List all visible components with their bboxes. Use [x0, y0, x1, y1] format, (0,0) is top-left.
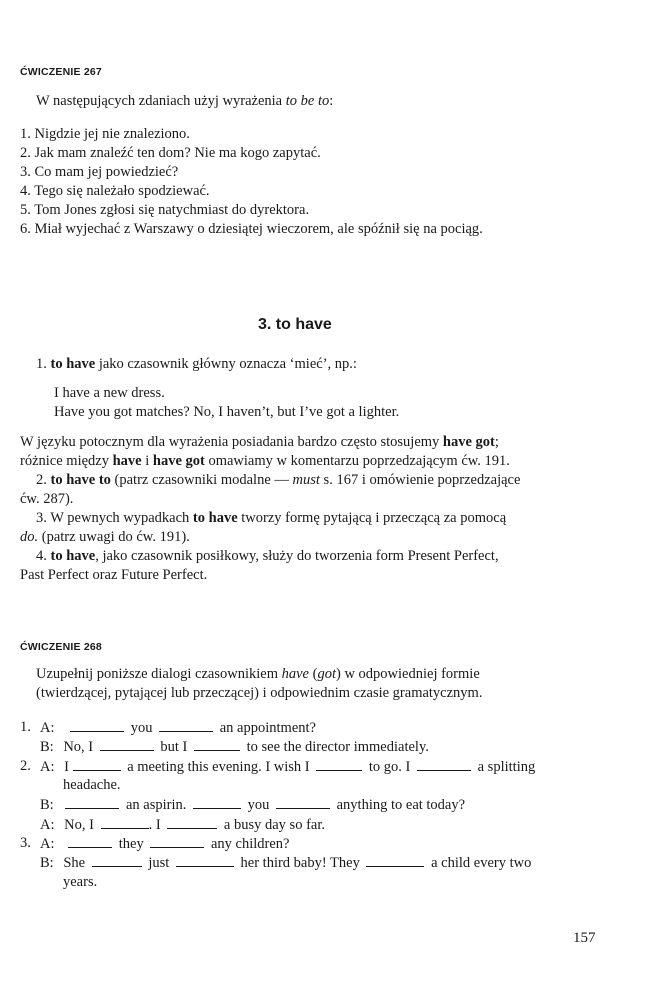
note-1-example: I have a new dress. [54, 385, 165, 401]
note-1 [36, 356, 357, 373]
note-text: jako czasownik główny oznacza ‘mieć’, np.: [95, 356, 357, 372]
dialog-line [40, 835, 289, 853]
answer-blank[interactable] [167, 816, 217, 829]
exercise-268-instruction-line2: (twierdzącej, pytającej lub przeczącej) i odpowiednim czasie gramatycznym. [36, 685, 483, 701]
paragraph-text: ; [494, 434, 499, 450]
dialog-text: her third baby! They [240, 855, 360, 871]
answer-blank[interactable] [194, 738, 240, 751]
speaker-label: A: [40, 817, 55, 833]
note-3-cont [20, 529, 190, 546]
note-text: s. 167 i omówienie poprzedzające [319, 472, 521, 488]
speaker-label: A: [40, 720, 55, 736]
answer-blank[interactable] [73, 758, 121, 771]
speaker-label: B: [40, 739, 54, 755]
dialog-text: you [130, 720, 153, 736]
paragraph-term: have [112, 453, 142, 469]
dialog-text: but I [160, 739, 188, 755]
note-4-cont: Past Perfect oraz Future Perfect. [20, 567, 208, 583]
dialog-line [40, 796, 465, 814]
answer-blank[interactable] [276, 796, 330, 809]
dialog-line [40, 719, 316, 737]
instruction-text: ( [309, 666, 318, 682]
answer-blank[interactable] [65, 796, 119, 809]
dialog-text: you [247, 797, 270, 813]
paragraph-text: różnice między [20, 453, 113, 469]
dialog-text: a meeting this evening. I wish I [127, 759, 310, 775]
dialog-line-cont: years. [63, 874, 98, 890]
note-text: , jako czasownik posiłkowy, służy do tworzenia form Present Perfect, [95, 548, 499, 564]
instruction-expression: to be to [285, 93, 330, 109]
dialog-text: just [148, 855, 170, 871]
page-number: 157 [573, 930, 596, 946]
note-number: 4. [36, 548, 47, 564]
instruction-colon: : [329, 93, 334, 109]
speaker-label: A: [40, 836, 55, 852]
note-term-italic: do. [20, 529, 39, 545]
answer-blank[interactable] [101, 816, 149, 829]
dialog-text: to go. I [368, 759, 411, 775]
instruction-text: ) w odpowiedniej formie [336, 666, 480, 682]
answer-blank[interactable] [176, 854, 234, 867]
dialog-text: a splitting [477, 759, 536, 775]
note-text: W pewnych wypadkach [46, 510, 193, 526]
note-number: 1. [36, 356, 47, 372]
dialog-line [40, 854, 531, 872]
instruction-term: got [317, 666, 336, 682]
note-number: 3. [36, 510, 47, 526]
exercise-267-item: 1. Nigdzie jej nie znaleziono. [20, 126, 190, 142]
note-3 [36, 510, 506, 527]
paragraph-text: W języku potocznym dla wyrażenia posiadania bardzo często stosujemy [20, 434, 443, 450]
answer-blank[interactable] [316, 758, 362, 771]
instruction-text: Uzupełnij poniższe dialogi czasownikiem [36, 666, 282, 682]
paragraph-text: i [141, 453, 153, 469]
speaker-label: A: [40, 759, 55, 775]
speaker-label: B: [40, 797, 54, 813]
dialog-text: an aspirin. [125, 797, 187, 813]
answer-blank[interactable] [193, 796, 241, 809]
section-title: 3. to have [258, 316, 332, 333]
dialog-text: anything to eat today? [336, 797, 466, 813]
speaker-label: B: [40, 855, 54, 871]
note-text: (patrz uwagi do ćw. 191). [38, 529, 190, 545]
dialog-text: . I [148, 817, 161, 833]
exercise-267-item: 3. Co mam jej powiedzieć? [20, 164, 179, 180]
dialog-number: 2. [20, 758, 31, 774]
paragraph-text: omawiamy w komentarzu poprzedzającym ćw. 191. [204, 453, 510, 469]
exercise-267-heading: ĆWICZENIE 267 [20, 66, 102, 78]
note-2 [36, 472, 520, 489]
dialog-line-cont: headache. [63, 777, 121, 793]
answer-blank[interactable] [150, 835, 204, 848]
dialog-text: they [118, 836, 144, 852]
note-text: tworzy formę pytającą i przeczącą za pomocą [237, 510, 507, 526]
dialog-number: 3. [20, 835, 31, 851]
note-term-italic: must [292, 472, 320, 488]
paragraph-term: have got [152, 453, 205, 469]
answer-blank[interactable] [100, 738, 154, 751]
note-term: to have [192, 510, 238, 526]
exercise-267-instruction [36, 93, 333, 110]
dialog-text: No, I [63, 739, 94, 755]
exercise-267-item: 2. Jak mam znaleźć ten dom? Nie ma kogo zapytać. [20, 145, 321, 161]
note-term: to have [50, 548, 96, 564]
instruction-term: have [281, 666, 309, 682]
dialog-line [40, 758, 535, 776]
dialog-text: an appointment? [219, 720, 316, 736]
exercise-267-item: 5. Tom Jones zgłosi się natychmiast do dyrektora. [20, 202, 310, 218]
paragraph-term: have got [442, 434, 495, 450]
answer-blank[interactable] [92, 854, 142, 867]
dialog-text: I [64, 759, 69, 775]
dialog-number: 1. [20, 719, 31, 735]
dialog-text: No, I [64, 817, 94, 833]
dialog-text: She [63, 855, 86, 871]
dialog-text: a busy day so far. [223, 817, 325, 833]
paragraph-line [20, 434, 499, 451]
dialog-line [40, 816, 325, 834]
note-2-cont: ćw. 287). [20, 491, 74, 507]
note-text: (patrz czasowniki modalne — [110, 472, 293, 488]
answer-blank[interactable] [68, 835, 112, 848]
dialog-line [40, 738, 429, 756]
paragraph-line [20, 453, 510, 470]
dialog-text: to see the director immediately. [246, 739, 429, 755]
note-number: 2. [36, 472, 47, 488]
exercise-267-item: 6. Miał wyjechać z Warszawy o dziesiątej wieczorem, ale spóźnił się na pociąg. [20, 221, 483, 237]
exercise-268-instruction [36, 666, 480, 683]
dialog-text: a child every two [431, 855, 532, 871]
answer-blank[interactable] [417, 758, 471, 771]
note-term: to have to [50, 472, 111, 488]
answer-blank[interactable] [366, 854, 424, 867]
note-1-example: Have you got matches? No, I haven’t, but I’ve got a lighter. [54, 404, 400, 420]
instruction-text: W następujących zdaniach użyj wyrażenia [36, 93, 286, 109]
answer-blank[interactable] [159, 719, 213, 732]
note-term: to have [50, 356, 96, 372]
exercise-268-heading: ĆWICZENIE 268 [20, 641, 102, 653]
dialog-text: any children? [210, 836, 290, 852]
note-4 [36, 548, 499, 565]
answer-blank[interactable] [70, 719, 124, 732]
exercise-267-item: 4. Tego się należało spodziewać. [20, 183, 210, 199]
